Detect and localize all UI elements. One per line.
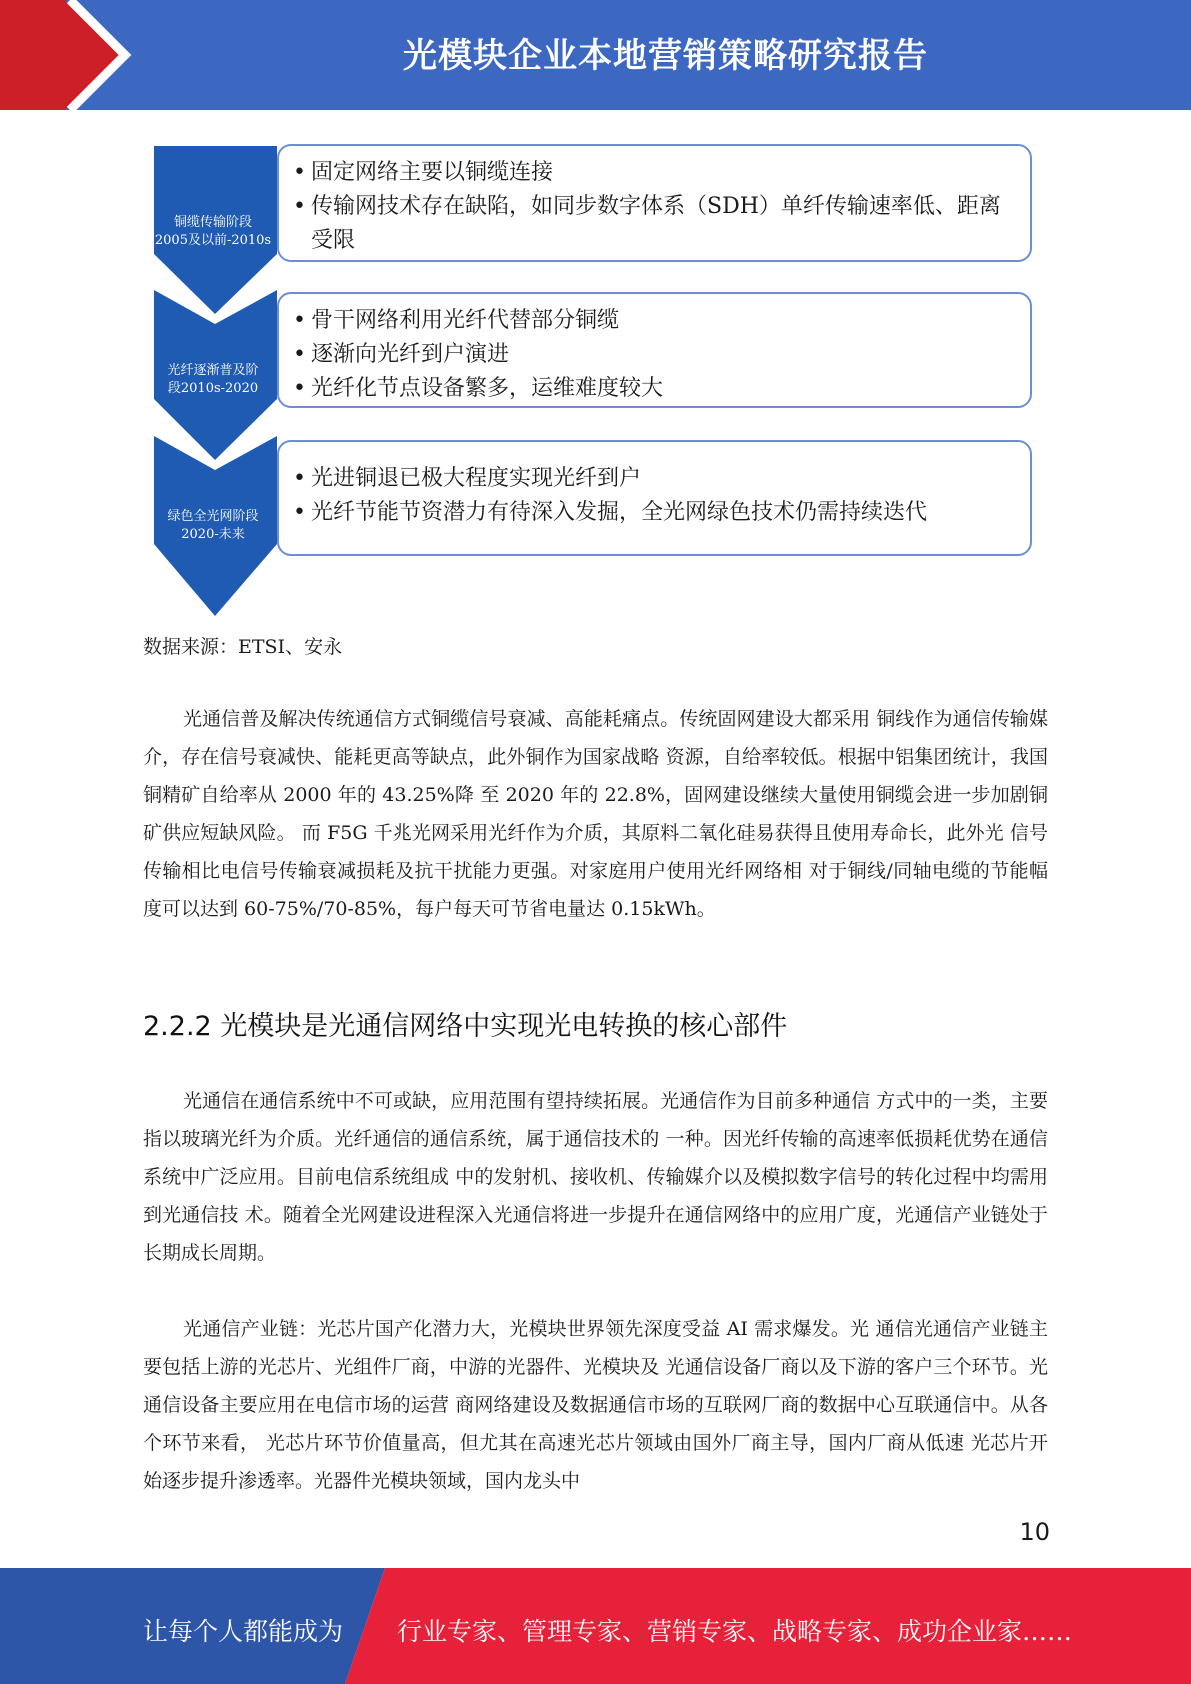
bullet-item: • 光纤化节点设备繁多，运维难度较大 xyxy=(293,372,1014,406)
bullet-item: • 固定网络主要以铜缆连接 xyxy=(293,156,1014,190)
stage-box-1 xyxy=(277,144,1032,262)
data-source-note: 数据来源：ETSI、安永 xyxy=(143,636,343,658)
footer-slogan-right: 行业专家、管理专家、营销专家、战略专家、成功企业家…… xyxy=(397,1617,1073,1646)
footer-slogan-left: 让每个人都能成为 xyxy=(143,1617,344,1646)
report-title: 光模块企业本地营销策略研究报告 xyxy=(403,36,928,76)
section-heading: 2.2.2 光模块是光通信网络中实现光电转换的核心部件 xyxy=(143,1011,788,1042)
bullet-item: • 骨干网络利用光纤代替部分铜缆 xyxy=(293,304,1014,338)
bullet-item: • 传输网技术存在缺陷，如同步数字体系（SDH）单纤传输速率低、距离受限 xyxy=(293,190,1014,258)
paragraph-2: 光通信在通信系统中不可或缺，应用范围有望持续拓展。光通信作为目前多种通信 方式中的一类，主要指以玻璃光纤为介质。光纤通信的通信系统，属于通信技术的 一种。因光纤传输的高速率低损耗优势在通信系统中广泛应用。目前电信系统组成 中的发射机、接收机、传输媒介以及模拟数字信号的转化过程中均需用到光通信技 术。随着全光网建设进程深入光通信将进一步提升在通信网络中的应用广度，光通信产业链处于长期成长周期。 xyxy=(143,1090,1048,1264)
bullet-item: • 光进铜退已极大程度实现光纤到户 xyxy=(293,462,1014,496)
bullet-item: • 光纤节能节资潜力有待深入发掘，全光网绿色技术仍需持续迭代 xyxy=(293,496,1014,530)
bullet-item: • 逐渐向光纤到户演进 xyxy=(293,338,1014,372)
paragraph-3: 光通信产业链：光芯片国产化潜力大，光模块世界领先深度受益 AI 需求爆发。光 通信光通信产业链主要包括上游的光芯片、光组件厂商，中游的光器件、光模块及 光通信设备厂商以及下游的客户三个环节。光通信设备主要应用在电信市场的运营 商网络建设及数据通信市场的互联网厂商的数据中心互联通信中。从各个环节来看， 光芯片环节价值量高，但尤其在高速光芯片领域由国外厂商主导，国内厂商从低速 光芯片开始逐步提升渗透率。光器件光模块领域，国内龙头中 xyxy=(143,1318,1048,1492)
page-number: 10 xyxy=(1019,1518,1050,1546)
stage-label-1: 铜缆传输阶段 2005及以前-2010s xyxy=(154,215,272,248)
paragraph-1: 光通信普及解决传统通信方式铜缆信号衰减、高能耗痛点。传统固网建设大都采用 铜线作为通信传输媒介，存在信号衰减快、能耗更高等缺点，此外铜作为国家战略 资源，自给率较低。根据中铝集团统计，我国铜精矿自给率从 2000 年的 43.25%降 至 2020 年的 22.8%，固网建设继续大量使用铜缆会进一步加剧铜矿供应短缺风险。 而 F5G 千兆光网采用光纤作为介质，其原料二氧化硅易获得且使用寿命长，此外光 信号传输相比电信号传输衰减损耗及抗干扰能力更强。对家庭用户使用光纤网络相 对于铜线/同轴电缆的节能幅度可以达到 60-75%/70-85%，每户每天可节省电量达 0.15kWh。 xyxy=(143,708,1048,920)
stage-flow-diagram xyxy=(150,144,1035,624)
stage-box-3 xyxy=(277,440,1032,556)
page-header xyxy=(0,0,1191,110)
stage-label-2: 光纤逐渐普及阶 段2010s-2020 xyxy=(167,363,259,396)
stage-label-3: 绿色全光网阶段 2020-未来 xyxy=(167,509,259,542)
stage-box-2 xyxy=(277,292,1032,408)
header-red-chevron xyxy=(0,0,200,110)
page-footer xyxy=(0,1568,1191,1684)
